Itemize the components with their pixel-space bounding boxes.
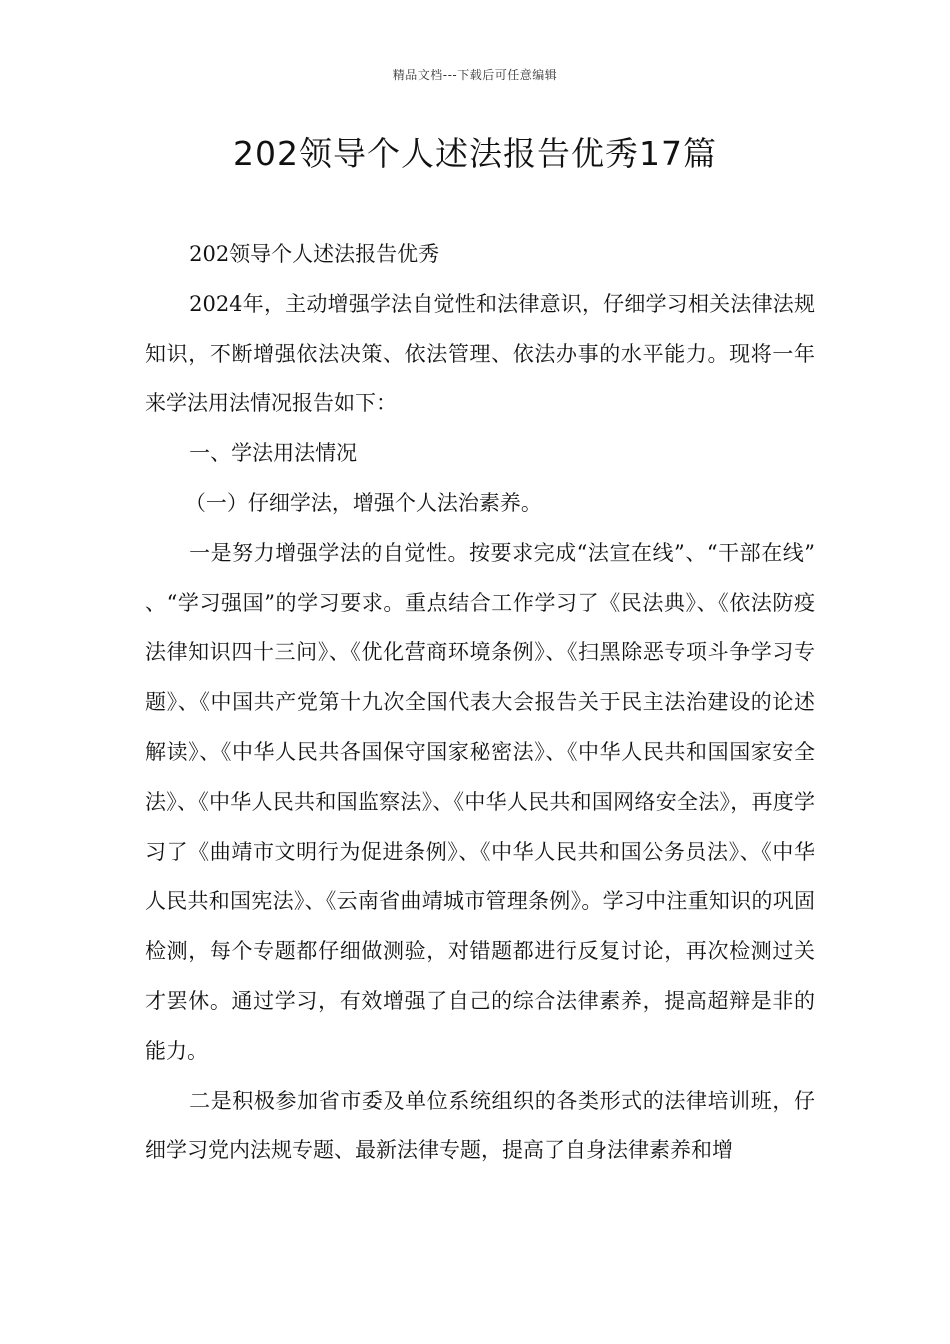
paragraph-point-one: 一是努力增强学法的自觉性。按要求完成“法宣在线”、“干部在线”、“学习强国”的学习要求。重点结合工作学习了《民法典》、《依法防疫法律知识四十三问》、《优化营商环境条例》、《扫黑除恶专项斗争学习专题》、《中国共产党第十九次全国代表大会报告关于民主法治建设的论述解读》、《中华人民共各国保守国家秘密法》、《中华人民共和国国家安全法》、《中华人民共和国监察法》、《中华人民共和国网络安全法》，再度学习了《曲靖市文明行为促进条例》、《中华人民共和国公务员法》、《中华人民共和国宪法》、《云南省曲靖城市管理条例》。学习中注重知识的巩固检测，每个专题都仔细做测验，对错题都进行反复讨论，再次检测过关才罢休。通过学习，有效增强了自己的综合法律素养，提高超辩是非的能力。 [145, 540, 815, 1063]
paragraph-intro: 2024年，主动增强学法自觉性和法律意识，仔细学习相关法律法规知识，不断增强依法决策、依法管理、依法办事的水平能力。现将一年来学法用法情况报告如下： [145, 291, 815, 416]
paragraph-point-two: 二是积极参加省市委及单位系统组织的各类形式的法律培训班，仔细学习党内法规专题、最新法律专题，提高了自身法律素养和增 [145, 1088, 815, 1163]
document-title: 202领导个人述法报告优秀17篇 [233, 134, 717, 173]
paragraph-subtitle: 202领导个人述法报告优秀 [189, 242, 440, 266]
document-body [145, 230, 815, 1176]
header-note: 精品文档---下载后可任意编辑 [392, 68, 558, 82]
paragraph-subsection-heading: （一）仔细学法，增强个人法治素养。 [184, 490, 542, 515]
paragraph-section-heading: 一、学法用法情况 [189, 441, 358, 466]
